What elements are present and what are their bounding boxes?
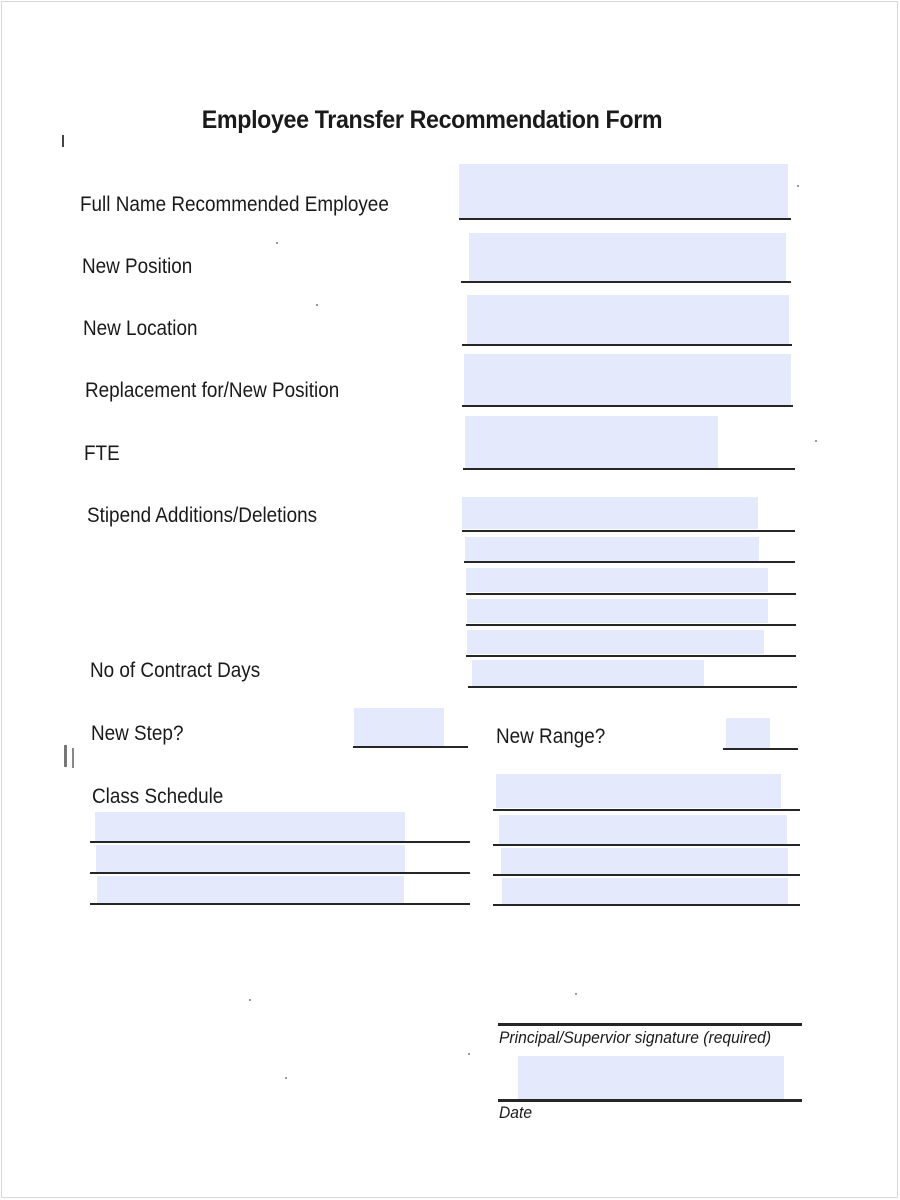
scan-speck xyxy=(276,242,278,244)
schedule-right-underline-3 xyxy=(493,874,800,876)
date-line xyxy=(498,1099,802,1102)
scan-speck xyxy=(316,304,318,306)
schedule-left-field-1[interactable] xyxy=(95,812,405,841)
schedule-left-field-3[interactable] xyxy=(97,876,404,903)
schedule-right-underline-1 xyxy=(493,809,800,811)
schedule-left-field-2[interactable] xyxy=(96,845,405,872)
schedule-right-underline-2 xyxy=(493,844,800,846)
stipend-field-3[interactable] xyxy=(466,568,768,592)
full-name-field[interactable] xyxy=(459,164,788,218)
stipend-field-1[interactable] xyxy=(462,497,758,529)
signature-line xyxy=(498,1023,802,1026)
full-name-underline xyxy=(459,218,791,220)
scan-speck xyxy=(285,1077,287,1079)
stipend-underline-5 xyxy=(466,655,796,657)
label-fte: FTE xyxy=(84,442,120,465)
label-stipend: Stipend Additions/Deletions xyxy=(87,504,318,527)
label-new-location: New Location xyxy=(83,317,198,340)
new-location-underline xyxy=(462,344,792,346)
label-new-position: New Position xyxy=(82,255,193,278)
scan-speck xyxy=(468,1053,470,1055)
label-new-step: New Step? xyxy=(91,722,184,745)
stipend-field-5[interactable] xyxy=(467,630,764,654)
scan-speck xyxy=(249,999,251,1001)
label-contract-days: No of Contract Days xyxy=(90,659,261,682)
label-class-schedule: Class Schedule xyxy=(92,785,224,808)
fte-underline xyxy=(463,468,795,470)
schedule-right-field-4[interactable] xyxy=(502,878,788,904)
new-range-field[interactable] xyxy=(726,718,770,748)
label-full-name: Full Name Recommended Employee xyxy=(80,193,389,216)
new-position-underline xyxy=(461,281,791,283)
contract-days-field[interactable] xyxy=(472,660,704,686)
stipend-underline-3 xyxy=(466,593,796,595)
schedule-right-underline-4 xyxy=(493,904,800,906)
label-replacement: Replacement for/New Position xyxy=(85,379,340,402)
date-caption: Date xyxy=(499,1103,533,1122)
date-field[interactable] xyxy=(518,1056,784,1099)
stipend-underline-4 xyxy=(466,624,796,626)
new-step-underline xyxy=(353,746,468,748)
fte-field[interactable] xyxy=(465,416,718,468)
schedule-right-field-3[interactable] xyxy=(501,848,788,874)
schedule-right-field-2[interactable] xyxy=(499,815,787,844)
replacement-underline xyxy=(462,405,793,407)
new-position-field[interactable] xyxy=(469,233,786,281)
signature-caption: Principal/Supervior signature (required) xyxy=(499,1028,772,1047)
scan-artifact xyxy=(62,135,64,147)
new-location-field[interactable] xyxy=(467,295,789,344)
scan-speck xyxy=(815,440,817,442)
label-new-range: New Range? xyxy=(496,725,606,748)
schedule-right-field-1[interactable] xyxy=(496,774,781,808)
contract-days-underline xyxy=(468,686,797,688)
scan-artifact xyxy=(72,748,74,768)
stipend-field-2[interactable] xyxy=(465,537,759,561)
replacement-field[interactable] xyxy=(464,354,791,405)
form-title: Employee Transfer Recommendation Form xyxy=(201,106,663,134)
new-step-field[interactable] xyxy=(354,708,444,746)
schedule-left-underline-2 xyxy=(90,872,470,874)
new-range-underline xyxy=(723,748,798,750)
schedule-left-underline-3 xyxy=(90,903,470,905)
stipend-field-4[interactable] xyxy=(467,599,768,623)
schedule-left-underline-1 xyxy=(90,841,470,843)
stipend-underline-1 xyxy=(462,530,795,532)
scan-speck xyxy=(797,185,799,187)
scan-speck xyxy=(575,993,577,995)
stipend-underline-2 xyxy=(464,561,795,563)
scan-artifact xyxy=(64,745,67,767)
